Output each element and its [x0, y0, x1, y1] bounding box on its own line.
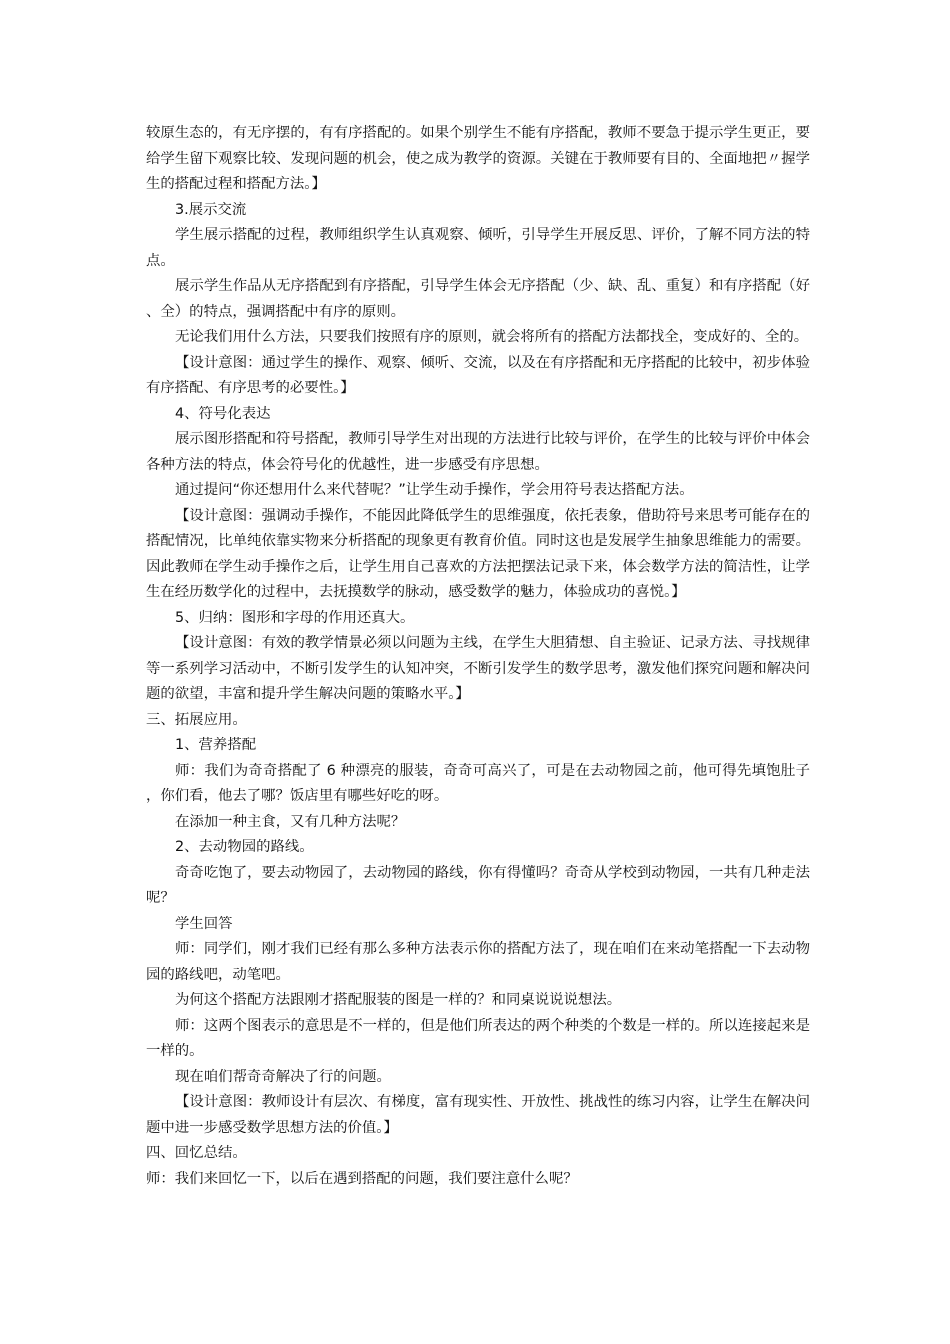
paragraph-8: 展示图形搭配和符号搭配，教师引导学生对出现的方法进行比较与评价，在学生的比较与评价中体会各种方法的特点，体会符号化的优越性，进一步感受有序思想。	[146, 431, 810, 473]
design-intent-2: 【设计意图：强调动手操作，不能因此降低学生的思维强度，依托表象，借助符号来思考可能存在的搭配情况，比单纯依靠实物来分析搭配的现象更有教育价值。同时这也是发展学生抽象思维能力的需要。因此教师在学生动手操作之后，让学生用自己喜欢的方法把摆法记录下来，体会数学方法的简洁性，让学生在经历数学化的过程中，去抚摸数学的脉动，感受数学的魅力，体验成功的喜悦。】	[146, 507, 810, 600]
paragraph-15: 师：我们为奇奇搭配了 6 种漂亮的服装，奇奇可高兴了，可是在去动物园之前，他可得先填饱肚子，你们看，他去了哪？饭店里有哪些好吃的呀。	[146, 762, 810, 804]
paragraph-19: 学生回答	[175, 915, 233, 932]
section-heading-extension: 三、拓展应用。	[146, 711, 247, 728]
heading-symbolic-expression: 4、符号化表达	[175, 405, 271, 422]
paragraph-4: 展示学生作品从无序搭配到有序搭配，引导学生体会无序搭配（少、缺、乱、重复）和有序搭配（好、全）的特点，强调搭配中有序的原则。	[146, 278, 810, 320]
paragraph-9: 通过提问“你还想用什么来代替呢？”让学生动手操作，学会用符号表达搭配方法。	[175, 482, 694, 498]
design-intent-3: 【设计意图：有效的教学情景必须以问题为主线，在学生大胆猜想、自主验证、记录方法、寻找规律等一系列学习活动中，不断引发学生的认知冲突，不断引发学生的数学思考，激发他们探究问题和解决问题的欲望，丰富和提升学生解决问题的策略水平。】	[146, 635, 810, 702]
design-intent-1: 【设计意图：通过学生的操作、观察、倾听、交流，以及在有序搭配和无序搭配的比较中，初步体验有序搭配、有序思考的必要性。】	[146, 354, 810, 396]
design-intent-4: 【设计意图：教师设计有层次、有梯度，富有现实性、开放性、挑战性的练习内容，让学生在解决问题中进一步感受数学思想方法的价值。】	[146, 1094, 810, 1136]
paragraph-5: 无论我们用什么方法，只要我们按照有序的原则，就会将所有的搭配方法都找全，变成好的、全的。	[175, 329, 809, 345]
paragraph-1: 较原生态的，有无序摆的，有有序搭配的。如果个别学生不能有序搭配，教师不要急于提示学生更正，要给学生留下观察比较、发现问题的机会，使之成为教学的资源。关键在于教师要有目的、全面地把〃握学生的搭配过程和搭配方法。】	[146, 125, 810, 192]
paragraph-3: 学生展示搭配的过程，教师组织学生认真观察、倾听，引导学生开展反思、评价，了解不同方法的特点。	[146, 227, 810, 269]
paragraph-20: 师：同学们，刚才我们已经有那么多种方法表示你的搭配方法了，现在咱们在来动笔搭配一下去动物园的路线吧，动笔吧。	[146, 941, 810, 983]
heading-display-exchange: 3.展示交流	[175, 201, 247, 218]
section-heading-review: 四、回忆总结。	[146, 1145, 247, 1161]
heading-summary: 5、归纳：图形和字母的作用还真大。	[175, 609, 415, 626]
paragraph-21: 为何这个搭配方法跟刚才搭配服装的图是一样的？和同桌说说说想法。	[175, 992, 622, 1008]
paragraph-23: 现在咱们帮奇奇解决了行的问题。	[175, 1068, 391, 1085]
heading-nutrition: 1、营养搭配	[175, 737, 257, 753]
heading-zoo-route: 2、去动物园的路线。	[175, 839, 314, 855]
paragraph-16: 在添加一种主食，又有几种方法呢？	[175, 813, 406, 830]
paragraph-22: 师：这两个图表示的意思是不一样的，但是他们所表达的两个种类的个数是一样的。所以连接起来是一样的。	[146, 1017, 810, 1059]
document-page	[146, 121, 810, 1192]
paragraph-26: 师：我们来回忆一下，以后在遇到搭配的问题，我们要注意什么呢？	[146, 1170, 578, 1187]
paragraph-18: 奇奇吃饱了，要去动物园了，去动物园的路线，你有得懂吗？奇奇从学校到动物园，一共有几种走法呢？	[146, 864, 810, 906]
